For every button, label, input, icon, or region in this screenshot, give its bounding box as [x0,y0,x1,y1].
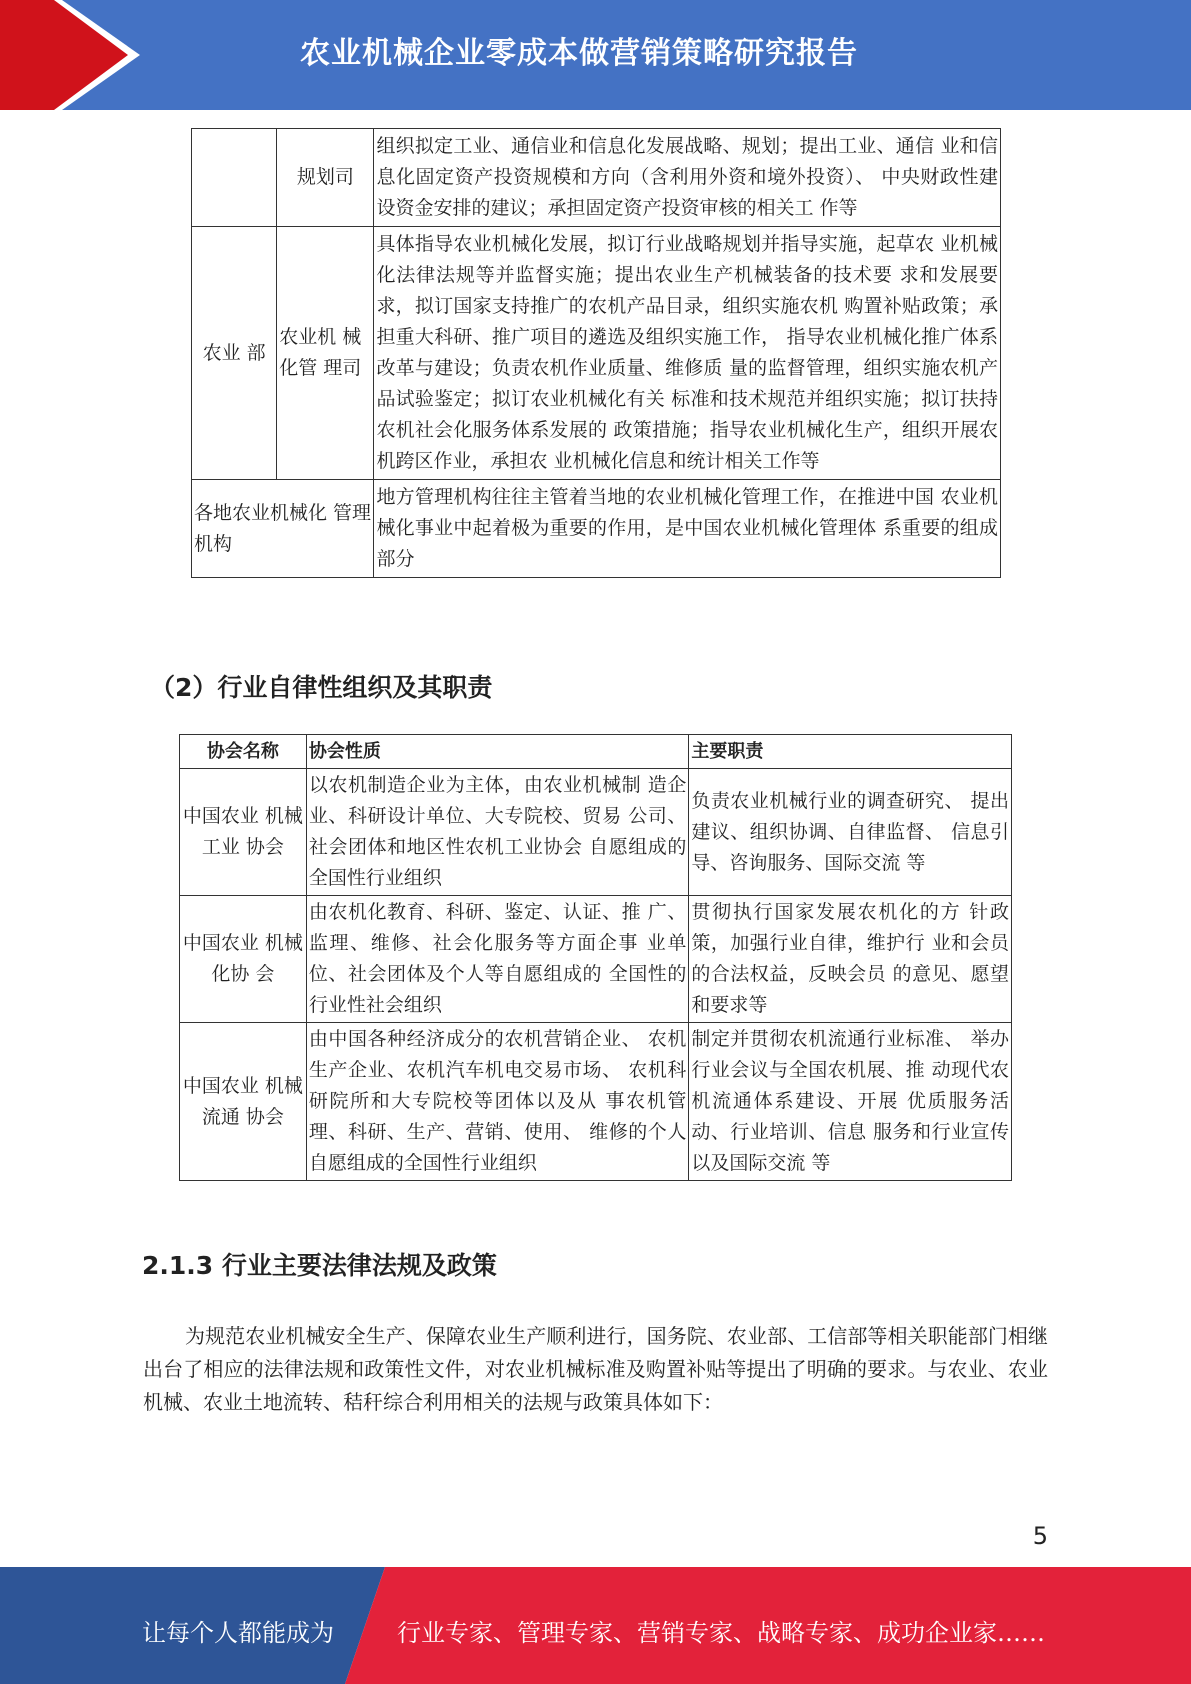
association-nature: 由农机化教育、科研、鉴定、认证、推 广、监理、维修、社会化服务等方面企事 业单位、社会团体及个人等自愿组成的 全国性的行业性社会组织 [306,896,689,1023]
table-row [180,896,1012,1023]
sub-dept-cell: 农业机 械化管 理司 [277,227,374,480]
association-nature: 以农机制造企业为主体，由农业机械制 造企业、科研设计单位、大专院校、贸易 公司、社会团体和地区性农机工业协会 自愿组成的全国性行业组织 [306,769,689,896]
association-duty: 负责农业机械行业的调查研究、 提出建议、组织协调、自律监督、 信息引导、咨询服务、国际交流 等 [689,769,1012,896]
duty-cell: 地方管理机构往往主管着当地的农业机械化管理工作，在推进中国 农业机械化事业中起着极为重要的作用，是中国农业机械化管理体 系重要的组成部分 [374,480,1001,578]
association-table [179,734,1012,1181]
footer-slogan-right: 行业专家、管理专家、营销专家、战略专家、成功企业家…… [397,1619,1045,1647]
duty-cell: 组织拟定工业、通信业和信息化发展战略、规划；提出工业、通信 业和信息化固定资产投资规模和方向（含利用外资和境外投资）、 中央财政性建设资金安排的建议；承担固定资产投资审核的相关工 作等 [374,129,1001,227]
sub-dept-cell: 规划司 [277,129,374,227]
body-paragraph: 为规范农业机械安全生产、保障农业生产顺利进行，国务院、农业部、工信部等相关职能部门相继出台了相应的法律法规和政策性文件，对农业机械标准及购置补贴等提出了明确的要求。与农业、农业机械、农业土地流转、秸秆综合利用相关的法规与政策具体如下： [143,1324,1048,1414]
report-title: 农业机械企业零成本做营销策略研究报告 [300,36,858,71]
section-heading-laws: 2.1.3 行业主要法律法规及政策 [142,1251,497,1280]
association-nature: 由中国各种经济成分的农机营销企业、 农机生产企业、农机汽车机电交易市场、 农机科研院所和大专院校等团体以及从 事农机管理、科研、生产、营销、使用、 维修的个人自愿组成的全国性行业组织 [306,1023,689,1181]
association-name: 中国农业 机械工业 协会 [180,769,307,896]
dept-cell: 农业 部 [192,227,277,480]
association-duty: 制定并贯彻农机流通行业标准、 举办行业会议与全国农机展、推 动现代农机流通体系建设、开展 优质服务活动、行业培训、信息 服务和行业宣传以及国际交流 等 [689,1023,1012,1181]
column-header: 协会名称 [180,735,307,769]
table-row [180,769,1012,896]
association-name: 中国农业 机械化协 会 [180,896,307,1023]
table-row [192,227,1001,480]
page-header [0,0,1191,110]
association-name: 中国农业 机械流通 协会 [180,1023,307,1181]
association-duty: 贯彻执行国家发展农机化的方 针政策，加强行业自律，维护行 业和会员的合法权益，反映会员 的意见、愿望和要求等 [689,896,1012,1023]
column-header: 协会性质 [306,735,689,769]
table-header-row [180,735,1012,769]
section-heading-self-regulatory: （2）行业自律性组织及其职责 [150,673,493,702]
table-row [192,129,1001,227]
department-table [191,128,1001,578]
table-row [192,480,1001,578]
dept-cell: 各地农业机械化 管理机构 [192,480,374,578]
column-header: 主要职责 [689,735,1012,769]
table-row [180,1023,1012,1181]
duty-cell: 具体指导农业机械化发展，拟订行业战略规划并指导实施，起草农 业机械化法律法规等并监督实施；提出农业生产机械装备的技术要 求和发展要求，拟订国家支持推广的农机产品目录，组织实施农机 购置补贴政策；承担重大科研、推广项目的遴选及组织实施工作， 指导农业机械化推广体系改革与建设；负责农机作业质量、维修质 量的监督管理，组织实施农机产品试验鉴定；拟订农业机械化有关 标准和技术规范并组织实施；拟订扶持农机社会化服务体系发展的 政策措施；指导农业机械化生产，组织开展农机跨区作业，承担农 业机械化信息和统计相关工作等 [374,227,1001,480]
page-number: 5 [1032,1522,1048,1550]
dept-cell [192,129,277,227]
header-arrow-decoration [0,0,160,110]
footer-slogan-left: 让每个人都能成为 [142,1619,334,1647]
